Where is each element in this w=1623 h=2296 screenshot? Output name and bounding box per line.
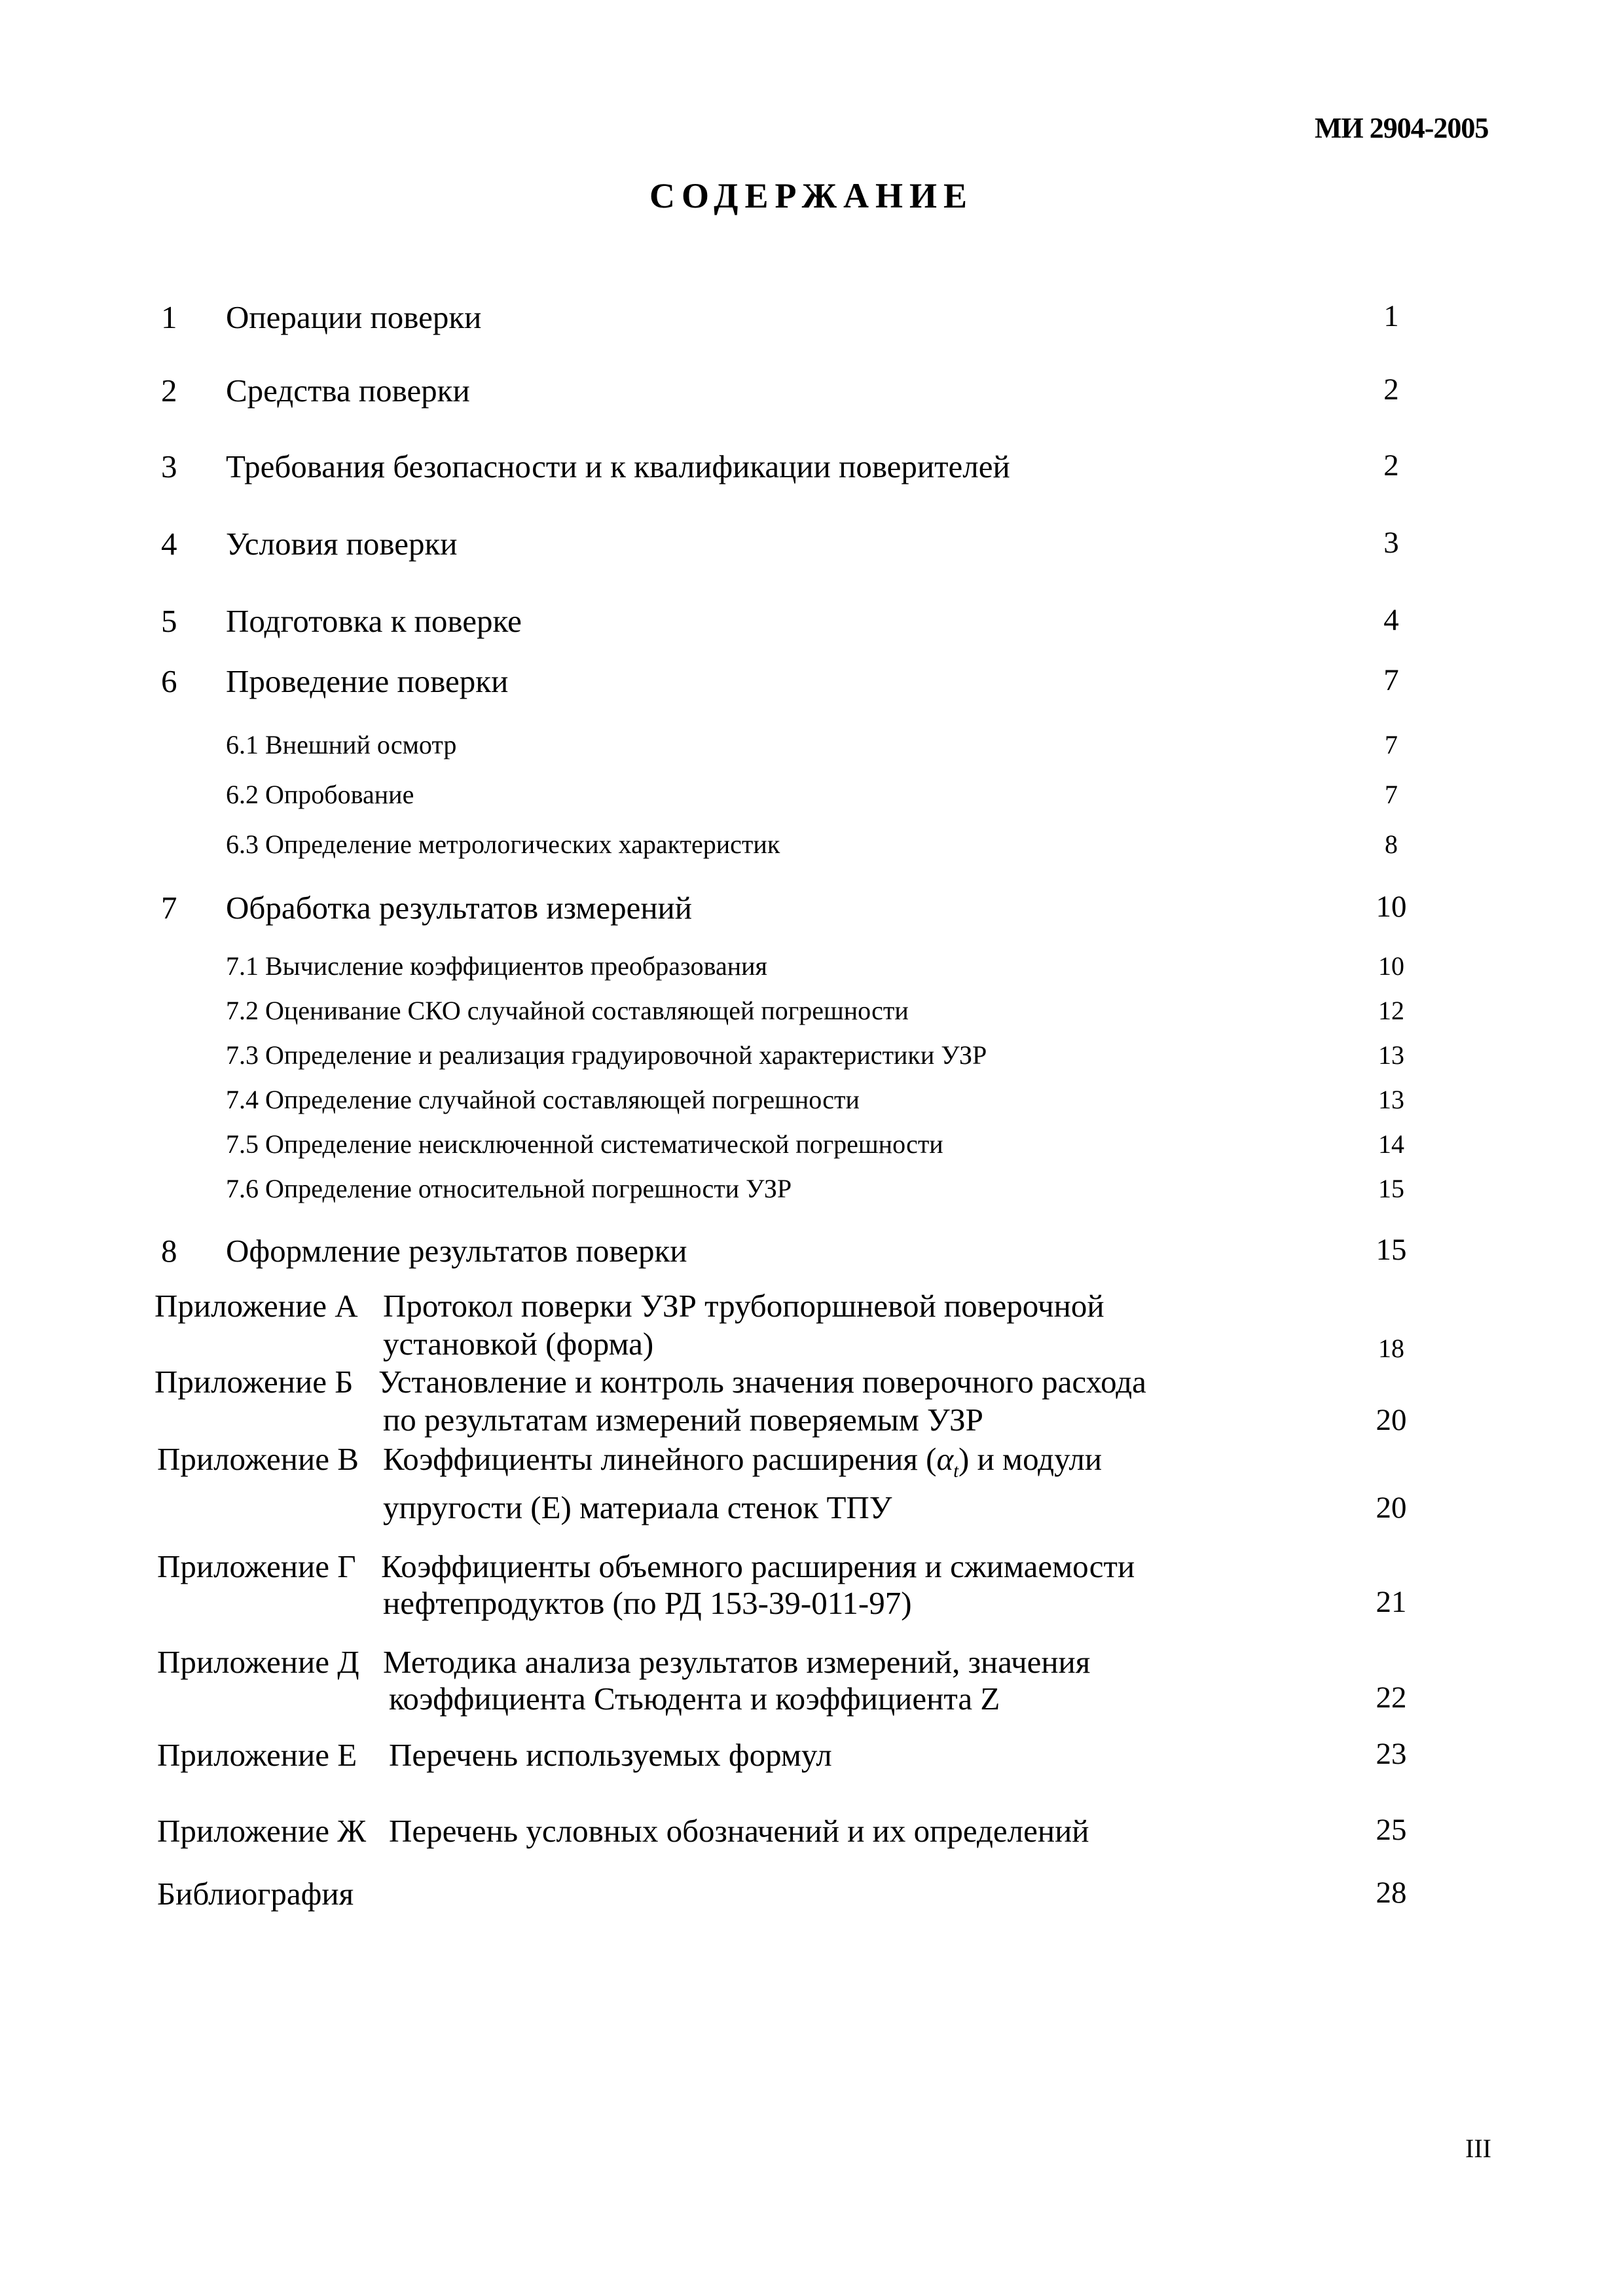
toc-subentry-page: 13: [1378, 1040, 1404, 1070]
appendix-title[interactable]: Перечень условных обозначений и их определений: [389, 1813, 1089, 1849]
appendix-page: 20: [1376, 1403, 1407, 1437]
toc-subentry-label[interactable]: 7.4 Определение случайной составляющей погрешности: [226, 1085, 860, 1114]
toc-entry-page: 3: [1383, 526, 1399, 560]
appendix-prefix: Приложение А: [155, 1288, 358, 1324]
appendix-title-cont: упругости (Е) материала стенок ТПУ: [383, 1489, 892, 1525]
appendix-prefix: Приложение В: [157, 1441, 359, 1477]
appendix-title-part: ) и модули: [958, 1441, 1103, 1477]
appendix-prefix: Приложение Ж: [157, 1813, 367, 1849]
toc-subentry-label[interactable]: 6.2 Опробование: [226, 780, 414, 809]
toc-subentry-page: 12: [1378, 996, 1404, 1025]
appendix-title-cont: коэффициента Стьюдента и коэффициента Z: [389, 1681, 1000, 1717]
appendix-title[interactable]: Методика анализа результатов измерений, значения: [383, 1644, 1091, 1680]
appendix-page: 22: [1376, 1681, 1407, 1715]
toc-entry-label[interactable]: Требования безопасности и к квалификации поверителей: [226, 448, 1010, 484]
toc-subentry-label[interactable]: 7.5 Определение неисключенной систематической погрешности: [226, 1129, 943, 1159]
toc-subentry-label[interactable]: 7.2 Оценивание СКО случайной составляющей погрешности: [226, 996, 909, 1025]
appendix-prefix: Приложение Г: [157, 1548, 356, 1584]
toc-entry-number: 6: [161, 663, 177, 699]
appendix-page: 20: [1376, 1491, 1407, 1525]
appendix-title-cont: по результатам измерений поверяемым УЗР: [383, 1402, 983, 1438]
appendix-title[interactable]: [383, 1440, 1102, 1482]
toc-subentry-label[interactable]: 7.1 Вычисление коэффициентов преобразования: [226, 951, 767, 981]
toc-entry-label[interactable]: Подготовка к поверке: [226, 603, 522, 639]
toc-subentry-label[interactable]: 6.1 Внешний осмотр: [226, 730, 457, 759]
toc-entry-number: 1: [161, 299, 177, 335]
appendix-prefix: Приложение Д: [157, 1644, 359, 1680]
toc-entry-number: 3: [161, 448, 177, 484]
appendix-title[interactable]: Перечень используемых формул: [389, 1737, 832, 1773]
toc-entry-number: 7: [161, 890, 177, 926]
appendix-prefix: Приложение Б: [155, 1364, 354, 1400]
appendix-title-cont: нефтепродуктов (по РД 153-39-011-97): [383, 1585, 912, 1621]
alpha-t-symbol: $\alpha_t$: [936, 1441, 959, 1482]
appendix-prefix: Приложение Е: [157, 1737, 357, 1773]
toc-entry-page: 15: [1376, 1233, 1407, 1267]
appendix-title[interactable]: Коэффициенты объемного расширения и сжимаемости: [381, 1548, 1135, 1584]
appendix-title-cont: установкой (форма): [383, 1326, 654, 1362]
page-title: СОДЕРЖАНИЕ: [649, 176, 974, 215]
toc-entry-label[interactable]: Обработка результатов измерений: [226, 890, 692, 926]
document-number: МИ 2904-2005: [1315, 112, 1489, 144]
toc-entry-label[interactable]: Операции поверки: [226, 299, 482, 335]
toc-entry-number: 4: [161, 526, 177, 562]
appendix-page: 18: [1378, 1334, 1404, 1363]
page-number-footer: III: [1465, 2134, 1491, 2163]
toc-entry-label[interactable]: Проведение поверки: [226, 663, 509, 699]
toc-entry-page: 2: [1383, 448, 1399, 483]
bibliography-page: 28: [1376, 1876, 1407, 1910]
toc-entry-page: 2: [1383, 373, 1399, 407]
toc-entry-page: 10: [1376, 890, 1407, 924]
bibliography-label[interactable]: Библиография: [157, 1876, 354, 1912]
toc-subentry-page: 14: [1378, 1129, 1404, 1159]
toc-subentry-label[interactable]: 7.6 Определение относительной погрешности УЗР: [226, 1174, 792, 1203]
appendix-page: 23: [1376, 1737, 1407, 1771]
toc-entry-label[interactable]: Средства поверки: [226, 373, 470, 409]
toc-entry-label[interactable]: Условия поверки: [226, 526, 458, 562]
toc-entry-label[interactable]: Оформление результатов поверки: [226, 1233, 687, 1269]
toc-subentry-page: 7: [1385, 730, 1398, 759]
toc-subentry-page: 13: [1378, 1085, 1404, 1114]
appendix-title[interactable]: Протокол поверки УЗР трубопоршневой поверочной: [383, 1288, 1104, 1324]
toc-subentry-page: 10: [1378, 951, 1404, 981]
toc-entry-page: 4: [1383, 603, 1399, 637]
toc-subentry-page: 8: [1385, 829, 1398, 859]
toc-subentry-page: 7: [1385, 780, 1398, 809]
toc-entry-number: 5: [161, 603, 177, 639]
appendix-page: 21: [1376, 1585, 1407, 1619]
appendix-title[interactable]: Установление и контроль значения поверочного расхода: [378, 1364, 1146, 1400]
toc-subentry-label[interactable]: 7.3 Определение и реализация градуировочной характеристики УЗР: [226, 1040, 987, 1070]
toc-entry-page: 1: [1383, 299, 1399, 333]
appendix-page: 25: [1376, 1813, 1407, 1847]
toc-entry-number: 2: [161, 373, 177, 409]
toc-subentry-label[interactable]: 6.3 Определение метрологических характеристик: [226, 829, 780, 859]
toc-subentry-page: 15: [1378, 1174, 1404, 1203]
toc-entry-number: 8: [161, 1233, 177, 1269]
appendix-title-part: Коэффициенты линейного расширения (: [383, 1441, 937, 1477]
toc-entry-page: 7: [1383, 663, 1399, 697]
